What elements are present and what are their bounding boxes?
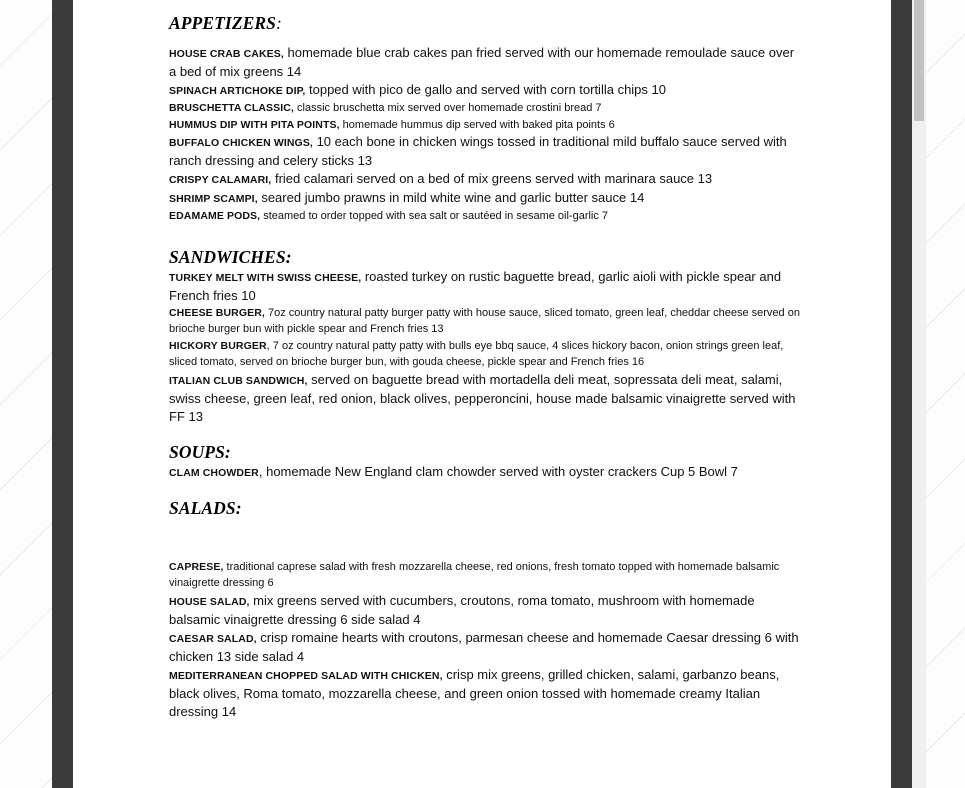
item-name: CLAM CHOWDER xyxy=(169,466,259,479)
item-description: mix greens served with cucumbers, croutons, roma tomato, mushroom with homemade balsamic vinaigrette dressing 6 side salad 4 xyxy=(169,592,755,627)
item-description: seared jumbo prawns in mild white wine and garlic butter sauce 14 xyxy=(257,190,645,205)
item-name: HICKORY BURGER xyxy=(169,339,267,352)
menu-item-crispy-calamari xyxy=(169,170,801,189)
item-name: SPINACH ARTICHOKE DIP, xyxy=(169,85,306,97)
soups-heading: SOUPS: xyxy=(169,441,231,462)
item-description: traditional caprese salad with fresh mozzarella cheese, red onions, fresh tomato topped with homemade balsamic vinaigrette dressing 6 xyxy=(169,560,780,589)
menu-item-cheese-burger xyxy=(169,305,801,338)
appetizers-heading: APPETIZERS: xyxy=(169,13,282,33)
menu-item-caesar-salad xyxy=(169,629,801,666)
menu-item-house-salad xyxy=(169,592,801,629)
menu-item-shrimp-scampi xyxy=(169,189,801,208)
item-name: HOUSE SALAD, xyxy=(169,595,250,608)
menu-item-buffalo-chicken-wings xyxy=(169,133,801,170)
item-description: served on baguette bread with mortadella deli meat, sopressata deli meat, salami, swiss cheese, green leaf, red onion, black olives, pepperoncini, house made balsamic vinaigrette served with FF 13 xyxy=(169,371,796,424)
menu-item-caprese xyxy=(169,559,801,592)
document-page xyxy=(73,0,891,788)
item-description: 7oz country natural patty burger patty with house sauce, sliced tomato, green leaf, cheddar cheese served on brioche burger bun with pickle spear and French fries 13 xyxy=(169,306,800,335)
item-name: SHRIMP SCAMPI, xyxy=(169,193,258,205)
menu-item-mediterranean-chopped-salad xyxy=(169,666,801,721)
menu-content xyxy=(169,10,801,721)
item-description: homemade blue crab cakes pan fried served with our homemade remoulade sauce over a bed of mix greens 14 xyxy=(169,45,795,79)
menu-item-house-crab-cakes xyxy=(169,44,801,81)
item-description: crisp mix greens, grilled chicken, salami, garbanzo beans, black olives, Roma tomato, mozzarella cheese, and green onion tossed with homemade creamy Italian dressing 14 xyxy=(169,666,780,719)
item-name: MEDITERRANEAN CHOPPED SALAD WITH CHICKEN, xyxy=(169,669,443,682)
item-name: BUFFALO CHICKEN WINGS, xyxy=(169,137,313,149)
item-description: topped with pico de gallo and served with corn tortilla chips 10 xyxy=(305,82,666,97)
menu-item-spinach-artichoke-dip xyxy=(169,81,801,100)
scrollbar-thumb[interactable] xyxy=(914,0,924,121)
item-description: , 7 oz country natural patty patty with bulls eye bbq sauce, 4 slices hickory bacon, onion strings green leaf, sliced tomato, served on brioche burger bun, with gouda cheese, pickle spear and French fries 16 xyxy=(169,339,784,368)
item-description: classic bruschetta mix served over homemade crostini bread 7 xyxy=(293,102,602,114)
menu-item-edamame-pods xyxy=(169,208,801,225)
item-description: crisp romaine hearts with croutons, parmesan cheese and homemade Caesar dressing 6 with chicken 13 side salad 4 xyxy=(169,629,799,664)
item-description: roasted turkey on rustic baguette bread, garlic aioli with pickle spear and French fries 10 xyxy=(169,268,782,303)
vertical-scrollbar[interactable] xyxy=(912,0,926,788)
item-name: TURKEY MELT WITH SWISS CHEESE, xyxy=(169,271,362,284)
menu-item-hummus-dip xyxy=(169,117,801,134)
item-description: , homemade New England clam chowder served with oyster crackers Cup 5 Bowl 7 xyxy=(258,463,738,479)
item-description: 10 each bone in chicken wings tossed in traditional mild buffalo sauce served with ranch dressing and celery sticks 13 xyxy=(169,134,787,168)
sandwiches-heading: SANDWICHES: xyxy=(169,246,292,267)
item-name: CHEESE BURGER, xyxy=(169,306,265,319)
item-name: CAPRESE, xyxy=(169,560,224,573)
item-description: fried calamari served on a bed of mix greens served with marinara sauce 13 xyxy=(271,171,713,186)
menu-item-clam-chowder xyxy=(169,463,801,482)
item-name: EDAMAME PODS, xyxy=(169,210,261,222)
item-name: HOUSE CRAB CAKES, xyxy=(169,48,284,60)
item-name: CRISPY CALAMARI, xyxy=(169,174,272,186)
menu-item-hickory-burger xyxy=(169,338,801,371)
menu-item-bruschetta-classic xyxy=(169,100,801,117)
item-description: steamed to order topped with sea salt or sautéed in sesame oil-garlic 7 xyxy=(260,210,609,222)
item-description: homemade hummus dip served with baked pita points 6 xyxy=(339,118,615,131)
salads-heading: SALADS: xyxy=(169,497,242,518)
menu-item-italian-club-sandwich xyxy=(169,371,801,426)
item-name: CAESAR SALAD, xyxy=(169,632,257,645)
item-name: BRUSCHETTA CLASSIC, xyxy=(169,102,294,114)
item-name: ITALIAN CLUB SANDWICH, xyxy=(169,374,308,387)
menu-item-turkey-melt xyxy=(169,268,801,305)
item-name: HUMMUS DIP WITH PITA POINTS, xyxy=(169,118,340,131)
